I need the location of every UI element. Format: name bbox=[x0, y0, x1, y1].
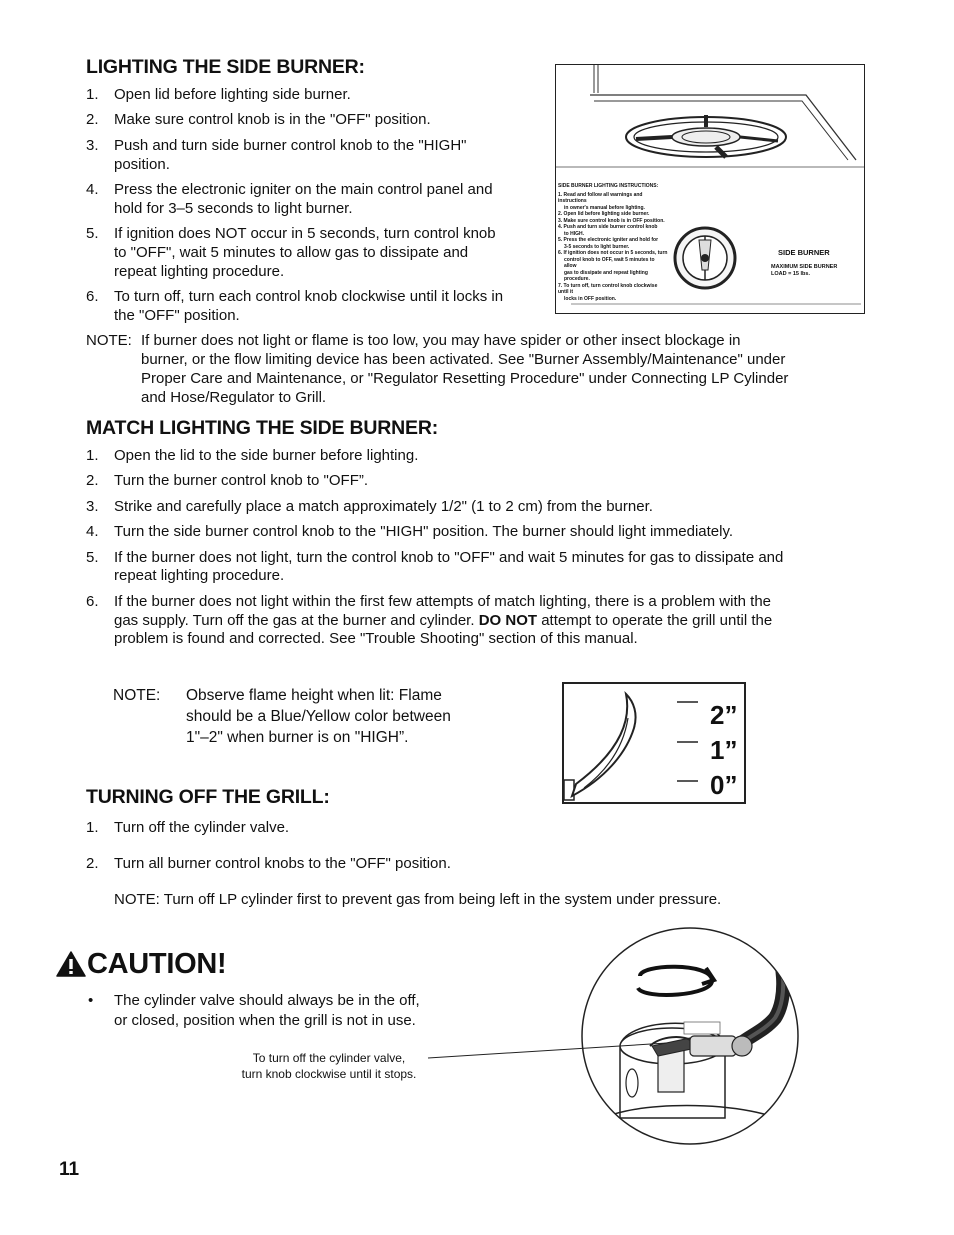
flame-scale-0in: 0” bbox=[710, 770, 738, 800]
heading-match-lighting: MATCH LIGHTING THE SIDE BURNER: bbox=[86, 417, 439, 439]
heading-turning-off-grill: TURNING OFF THE GRILL: bbox=[86, 786, 330, 808]
page-number: 11 bbox=[59, 1159, 80, 1180]
list-item: 6. To turn off, turn each control knob clockwise until it locks in the "OFF" position. bbox=[86, 288, 504, 324]
list-item: 5. If the burner does not light, turn the control knob to "OFF" and wait 5 minutes for gas to dissipate and repeat lighting procedure. bbox=[86, 549, 784, 584]
list-item: 1. Turn off the cylinder valve. bbox=[86, 819, 290, 836]
list-item: 1. Open lid before lighting side burner. bbox=[86, 86, 351, 103]
max-load-label: MAXIMUM SIDE BURNER LOAD = 15 lbs. bbox=[771, 264, 838, 277]
list-item: 6. If the burner does not light within the first few attempts of match lighting, there is a problem with the gas supply. Turn off the gas at the burner and cylinder. DO NOT attempt to operate the grill until the problem is found and corrected. See "Trouble Shooting" section of this manual. bbox=[86, 593, 773, 647]
note-lp-cylinder: NOTE: Turn off LP cylinder first to prevent gas from being left in the system under pressure. bbox=[114, 891, 722, 908]
list-item: 2. Make sure control knob is in the "OFF" position. bbox=[86, 111, 431, 128]
list-item: 5. If ignition does NOT occur in 5 seconds, turn control knob to "OFF", wait 5 minutes to allow gas to dissipate and repeat lighting procedure. bbox=[86, 225, 496, 280]
list-item: 1. Open the lid to the side burner before lighting. bbox=[86, 447, 419, 464]
list-item: 3. Push and turn side burner control knob to the "HIGH" position. bbox=[86, 137, 467, 173]
panel-instructions: SIDE BURNER LIGHTING INSTRUCTIONS: 1. Read and follow all warnings and instructions in owner's manual before lighting. 2. Open lid before lighting side burner. 3. Make sure control knob is in OFF position. 4. Push and turn side burner control knob to HIGH. 5. Press the electronic igniter and hold for 3-5 seconds to light burner. 6. If ignition does not occur in 5 seconds, turn control knob to OFF, wait 5 minutes to allow gas to dissipate and repeat lighting procedure. 7. To turn off, turn control knob clockwise until it locks in OFF position. bbox=[558, 183, 668, 302]
note-flame-height: NOTE: Observe flame height when lit: Flame should be a Blue/Yellow color between 1"–2" when burner is on "HIGH”. bbox=[113, 687, 451, 746]
list-item: 2. Turn all burner control knobs to the "OFF" position. bbox=[86, 855, 451, 872]
flame-scale-1in: 1” bbox=[710, 735, 738, 765]
list-item: 3. Strike and carefully place a match approximately 1/2" (1 to 2 cm) from the burner. bbox=[86, 498, 653, 515]
cylinder-valve-callout: To turn off the cylinder valve, turn knob clockwise until it stops. bbox=[241, 1051, 417, 1081]
heading-lighting-side-burner: LIGHTING THE SIDE BURNER: bbox=[86, 56, 365, 78]
list-item: 2. Turn the burner control knob to "OFF”. bbox=[86, 472, 369, 489]
list-item: 4. Press the electronic igniter on the main control panel and hold for 3–5 seconds to light burner. bbox=[86, 181, 493, 217]
flame-scale-2in: 2” bbox=[710, 700, 738, 730]
list-item: 4. Turn the side burner control knob to the "HIGH" position. The burner should light immediately. bbox=[86, 523, 734, 540]
side-burner-label: SIDE BURNER bbox=[778, 248, 830, 257]
note-side-burner: NOTE: If burner does not light or flame is too low, you may have spider or other insect blockage in burner, or the flow limiting device has been activated. See "Burner Assembly/Maintenance" under Proper Care and Maintenance, or "Regulator Resetting Procedure" under Connecting LP Cylinder and Hose/Regulator to Grill. bbox=[86, 332, 789, 406]
caution-title: CAUTION! bbox=[87, 948, 227, 980]
caution-bullet-item: • The cylinder valve should always be in the off, or closed, position when the grill is not in use. bbox=[88, 992, 420, 1029]
